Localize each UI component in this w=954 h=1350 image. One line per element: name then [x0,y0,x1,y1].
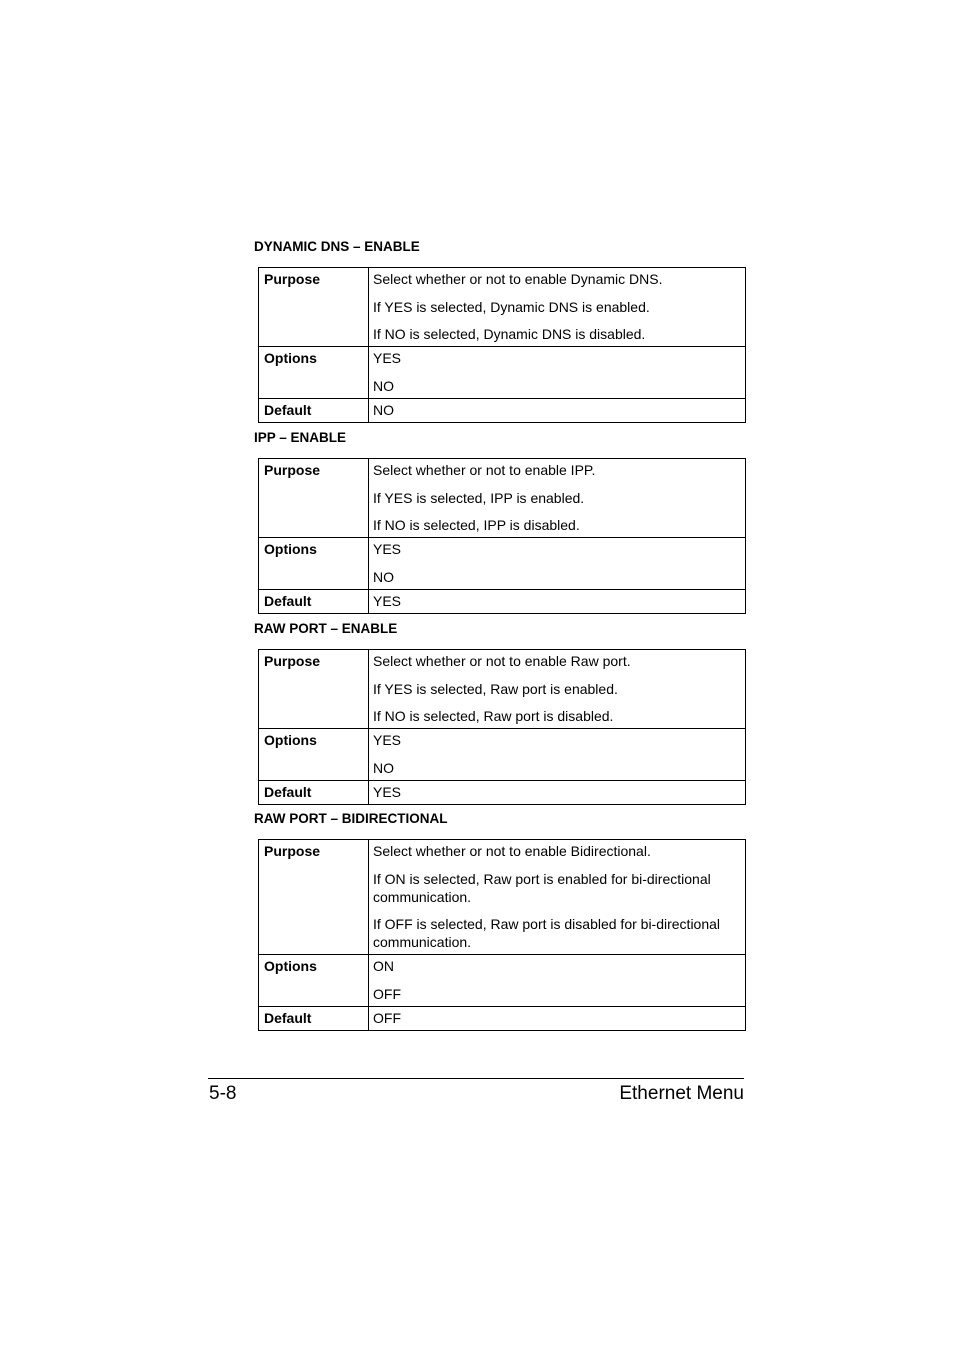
section-title-raw-port-enable: RAW PORT – ENABLE [254,621,398,636]
option-item: YES [373,350,402,366]
default-label: Default [259,780,369,804]
options-row [259,538,746,590]
option-item: NO [373,377,394,394]
options-row [259,729,746,781]
default-label: Default [259,398,369,422]
purpose-line: Select whether or not to enable IPP. [373,462,596,478]
setting-table-ipp-enable [258,458,746,614]
option-item: NO [373,568,394,585]
purpose-line: Select whether or not to enable Raw port. [373,653,631,669]
purpose-line: If YES is selected, IPP is enabled. [373,489,585,506]
purpose-line: If NO is selected, IPP is disabled. [373,517,580,533]
default-row [259,589,746,613]
section-title-raw-port-bidirectional: RAW PORT – BIDIRECTIONAL [254,811,448,826]
purpose-line: Select whether or not to enable Dynamic DNS. [373,271,663,287]
default-row [259,1006,746,1030]
option-item: YES [373,541,402,557]
default-value [369,1006,746,1030]
purpose-value [369,650,746,729]
purpose-value [369,840,746,955]
default-item: YES [373,592,402,609]
purpose-row [259,268,746,347]
setting-table-dynamic-dns-enable [258,267,746,423]
chapter-title: Ethernet Menu [619,1083,744,1104]
option-item: OFF [373,985,401,1002]
page-number: 5-8 [209,1083,237,1104]
default-item: YES [373,783,402,800]
section-title-ipp-enable: IPP – ENABLE [254,430,347,445]
options-row [259,347,746,399]
default-value [369,398,746,422]
options-value [369,347,746,399]
options-label: Options [259,729,369,781]
default-value [369,780,746,804]
purpose-line: If NO is selected, Raw port is disabled. [373,708,614,724]
purpose-row [259,459,746,538]
default-value [369,589,746,613]
purpose-line: If YES is selected, Dynamic DNS is enabled. [373,298,650,315]
option-item: ON [373,958,394,974]
purpose-row [259,840,746,955]
purpose-label: Purpose [259,459,369,538]
options-value [369,729,746,781]
default-item: NO [373,401,394,418]
default-row [259,398,746,422]
options-label: Options [259,347,369,399]
purpose-line: If NO is selected, Dynamic DNS is disabled. [373,326,646,342]
section-title-dynamic-dns-enable: DYNAMIC DNS – ENABLE [254,239,420,254]
purpose-label: Purpose [259,268,369,347]
option-item: YES [373,732,402,748]
purpose-value [369,459,746,538]
options-value [369,538,746,590]
options-label: Options [259,538,369,590]
purpose-row [259,650,746,729]
default-item: OFF [373,1009,401,1026]
purpose-value [369,268,746,347]
options-label: Options [259,955,369,1007]
purpose-line: If ON is selected, Raw port is enabled for bi-directional communication. [373,870,711,905]
option-item: NO [373,759,394,776]
purpose-line: If YES is selected, Raw port is enabled. [373,680,618,697]
default-label: Default [259,589,369,613]
default-row [259,780,746,804]
purpose-label: Purpose [259,650,369,729]
purpose-line: Select whether or not to enable Bidirectional. [373,843,651,859]
setting-table-raw-port-enable [258,649,746,805]
purpose-line: If OFF is selected, Raw port is disabled for bi-directional communication. [373,916,721,950]
options-row [259,955,746,1007]
setting-table-raw-port-bidirectional [258,839,746,1031]
footer-divider [208,1078,744,1079]
options-value [369,955,746,1007]
default-label: Default [259,1006,369,1030]
purpose-label: Purpose [259,840,369,955]
